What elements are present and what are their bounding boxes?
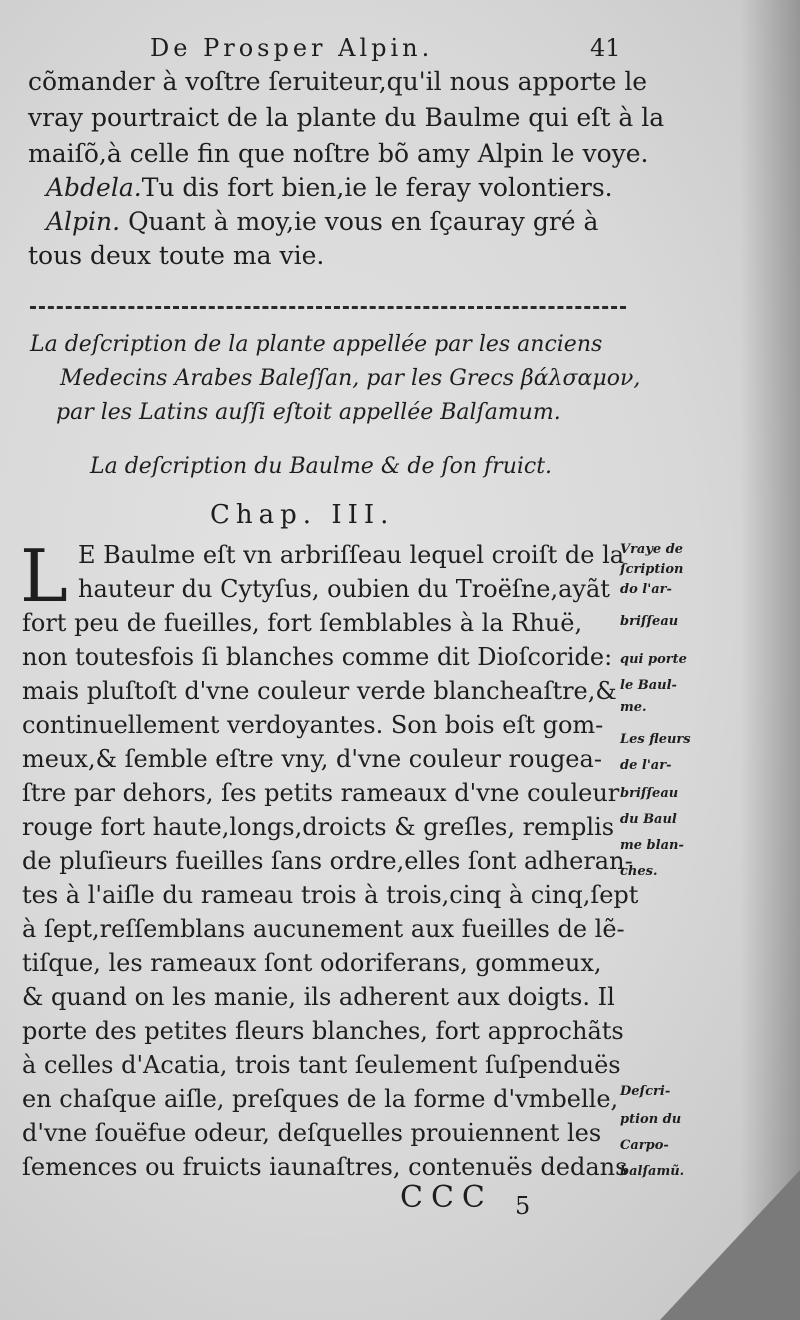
body-line: rouge fort haute,longs,droicts & greſles, remplis	[22, 813, 615, 841]
margin-note-line: ſcription	[620, 562, 684, 577]
margin-note-line: balſamũ.	[620, 1164, 685, 1179]
body-line: à celles d'Acatia, trois tant ſeulement ſuſpenduës	[22, 1051, 621, 1079]
intro-line: vray pourtraict de la plante du Baulme qui eſt à la	[28, 103, 665, 132]
running-header: De Prosper Alpin.	[150, 34, 434, 62]
body-line: en chaſque aiſle, preſques de la forme d'vmbelle,	[22, 1085, 619, 1113]
body-line: porte des petites fleurs blanches, fort approchãts	[22, 1017, 624, 1045]
torn-corner	[660, 1170, 800, 1320]
body-line: non toutesfois ſi blanches comme dit Dioſcoride:	[22, 643, 613, 671]
body-line: fort peu de fueilles, fort ſemblables à la Rhuë,	[22, 609, 583, 637]
margin-note-line: briſſeau	[620, 786, 679, 801]
margin-note-line: Deſcri-	[620, 1084, 671, 1099]
margin-note-line: briſſeau	[620, 614, 679, 629]
margin-note-line: du Baul	[620, 812, 677, 827]
margin-note-line: me.	[620, 700, 647, 715]
dialogue-text: Tu dis fort bien,ie le feray volontiers.	[141, 173, 613, 202]
speaker-name: Abdela.	[46, 173, 142, 202]
margin-note-line: ches.	[620, 864, 658, 879]
intro-line: cõmander à voſtre ſeruiteur,qu'il nous apporte le	[28, 67, 648, 96]
dialogue-text: Quant à moy,ie vous en ſçauray gré à	[128, 207, 599, 236]
margin-note-line: de l'ar-	[620, 758, 672, 773]
margin-note-line: le Baul-	[620, 678, 677, 693]
chapter-heading: Chap. III.	[210, 500, 395, 530]
body-line: tes à l'aiſle du rameau trois à trois,cinq à cinq,ſept	[22, 881, 639, 909]
section-title-line: Medecins Arabes Baleſſan, par les Grecs βάλσαμον,	[60, 366, 641, 391]
page-number: 41	[590, 34, 621, 62]
signature-mark: 5	[515, 1192, 531, 1220]
catchword: CCC	[400, 1180, 493, 1215]
body-line: mais pluſtoſt d'vne couleur verde blancheaſtre,&	[22, 677, 617, 705]
drop-cap: L	[20, 534, 68, 618]
margin-note-line: Vraye de	[620, 542, 684, 557]
body-line: E Baulme eſt vn arbriſſeau lequel croiſt de la	[78, 541, 625, 569]
section-title-line: La deſcription de la plante appellée par les anciens	[30, 332, 603, 357]
section-rule	[30, 306, 626, 309]
body-line: ſtre par dehors, ſes petits rameaux d'vne couleur	[22, 779, 620, 807]
margin-note-line: Les fleurs	[620, 732, 691, 747]
body-line: meux,& ſemble eſtre vny, d'vne couleur rougea-	[22, 745, 602, 773]
body-line: à ſept,reſſemblans aucunement aux fueilles de lẽ-	[22, 915, 625, 943]
section-title-line: par les Latins auſſi eſtoit appellée Balſamum.	[56, 400, 561, 425]
intro-line: maiſõ,à celle fin que noſtre bõ amy Alpin le voye.	[28, 139, 649, 168]
margin-note-line: me blan-	[620, 838, 684, 853]
body-line: tiſque, les rameaux ſont odoriferans, gommeux,	[22, 949, 602, 977]
speaker-name: Alpin.	[46, 207, 121, 236]
body-line: de pluſieurs fueilles ſans ordre,elles ſont adheran-	[22, 847, 633, 875]
body-line: d'vne ſouëfue odeur, deſquelles prouiennent les	[22, 1119, 602, 1147]
body-line: continuellement verdoyantes. Son bois eſt gom-	[22, 711, 604, 739]
body-line: & quand on les manie, ils adherent aux doigts. Il	[22, 983, 615, 1011]
dialogue-line	[46, 206, 598, 238]
dialogue-line: tous deux toute ma vie.	[28, 241, 325, 270]
margin-note-line: Carpo-	[620, 1138, 669, 1153]
margin-note-line: qui porte	[620, 652, 687, 667]
body-line: ſemences ou fruicts iaunaſtres, contenuës dedans	[22, 1153, 628, 1181]
dialogue-line	[46, 172, 613, 204]
margin-note-line: do l'ar-	[620, 582, 672, 597]
body-line: hauteur du Cytyſus, oubien du Troëſne,ayãt	[78, 575, 610, 603]
page-edge-shadow	[740, 0, 800, 1320]
margin-note-line: ption du	[620, 1112, 682, 1127]
subtitle: La deſcription du Baulme & de ſon fruict.	[90, 454, 553, 479]
